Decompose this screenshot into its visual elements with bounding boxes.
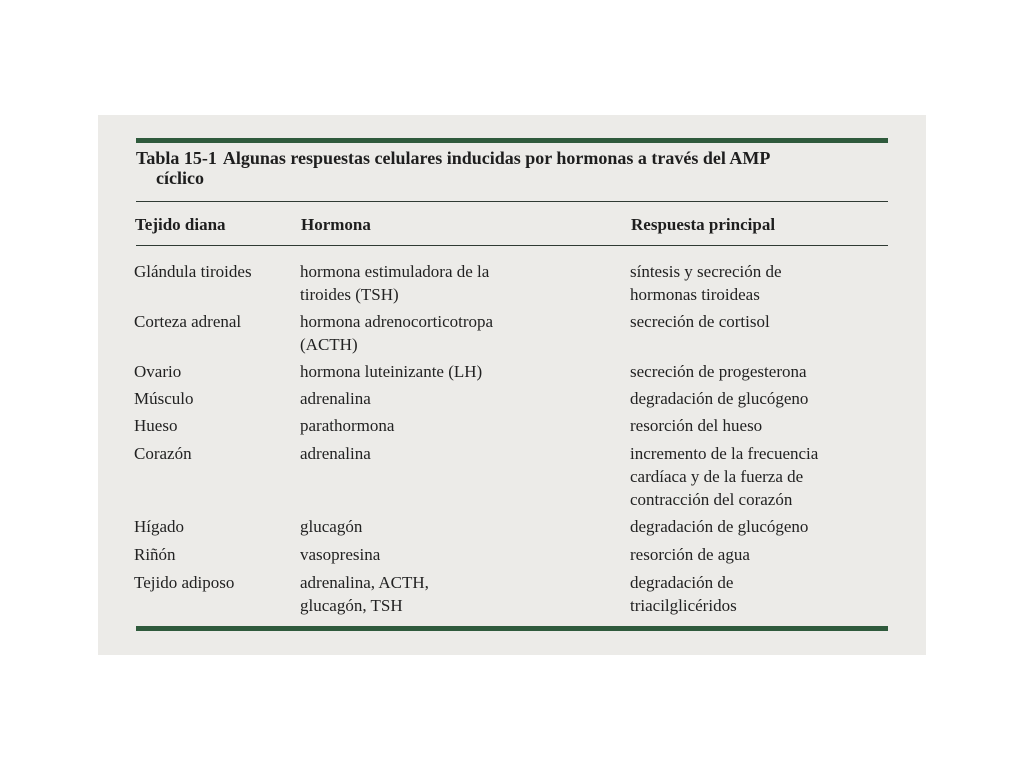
cell-response — [630, 360, 807, 383]
cell-response-line: hormonas tiroideas — [630, 285, 760, 304]
cell-response-line: cardíaca y de la fuerza de — [630, 467, 804, 486]
cell-response-line: secreción de cortisol — [630, 312, 770, 331]
cell-hormone-line: adrenalina — [300, 444, 371, 463]
cell-tissue-line: Hueso — [134, 416, 178, 435]
column-header-tissue: Tejido diana — [135, 215, 226, 234]
cell-hormone-line: tiroides (TSH) — [300, 285, 399, 304]
cell-response-line: resorción de agua — [630, 545, 750, 564]
cell-hormone — [300, 442, 371, 465]
column-header-hormone: Hormona — [301, 215, 371, 234]
cell-response — [630, 310, 770, 333]
cell-hormone — [300, 515, 362, 538]
cell-response-line: degradación de — [630, 573, 734, 592]
cell-tissue-line: Hígado — [134, 517, 185, 536]
cell-tissue-line: Tejido adiposo — [134, 573, 235, 592]
cell-tissue-line: Riñón — [134, 545, 176, 564]
cell-response-line: resorción del hueso — [630, 416, 763, 435]
table-title-line-1: Algunas respuestas celulares inducidas por hormonas a través del AMP — [222, 148, 771, 168]
cell-tissue-line: Glándula tiroides — [134, 262, 252, 281]
cell-hormone-line: glucagón — [300, 517, 363, 536]
cell-hormone-line: hormona luteinizante (LH) — [300, 362, 483, 381]
table-body — [98, 115, 926, 655]
scanned-page — [98, 115, 926, 655]
cell-response — [630, 571, 737, 617]
cell-hormone-line: vasopresina — [300, 545, 381, 564]
cell-hormone — [300, 387, 371, 410]
cell-tissue — [134, 543, 176, 566]
cell-tissue — [134, 387, 194, 410]
cell-response — [630, 442, 818, 511]
cell-response — [630, 387, 808, 410]
cell-tissue — [134, 360, 181, 383]
cell-tissue — [134, 414, 177, 437]
cell-hormone — [300, 571, 429, 617]
cell-hormone-line: (ACTH) — [300, 335, 358, 354]
cell-hormone — [300, 260, 489, 306]
bottom-rule — [136, 626, 888, 631]
cell-response-line: incremento de la frecuencia — [630, 444, 819, 463]
column-header-response: Respuesta principal — [631, 215, 776, 234]
cell-hormone-line: hormona estimuladora de la — [300, 262, 490, 281]
table-number: Tabla 15-1 — [136, 148, 217, 168]
cell-tissue — [134, 442, 192, 465]
cell-response — [630, 515, 808, 538]
cell-response — [630, 543, 750, 566]
cell-tissue — [134, 515, 184, 538]
cell-tissue-line: Ovario — [134, 362, 182, 381]
cell-hormone-line: glucagón, TSH — [300, 596, 403, 615]
cell-hormone — [300, 310, 493, 356]
cell-hormone — [300, 543, 380, 566]
cell-response — [630, 260, 782, 306]
cell-response-line: secreción de progesterona — [630, 362, 807, 381]
cell-tissue-line: Corazón — [134, 444, 192, 463]
cell-hormone-line: adrenalina — [300, 389, 371, 408]
cell-tissue-line: Músculo — [134, 389, 194, 408]
cell-response-line: degradación de glucógeno — [630, 517, 809, 536]
cell-hormone-line: parathormona — [300, 416, 395, 435]
cell-response-line: contracción del corazón — [630, 490, 793, 509]
cell-tissue — [134, 260, 252, 283]
cell-hormone-line: adrenalina, ACTH, — [300, 573, 429, 592]
cell-tissue — [134, 310, 241, 333]
cell-hormone — [300, 414, 394, 437]
table-title-line-2: cíclico — [156, 168, 204, 188]
cell-response-line: degradación de glucógeno — [630, 389, 809, 408]
cell-response-line: síntesis y secreción de — [630, 262, 782, 281]
cell-tissue — [134, 571, 234, 594]
cell-hormone-line: hormona adrenocorticotropa — [300, 312, 494, 331]
cell-response-line: triacilglicéridos — [630, 596, 737, 615]
cell-response — [630, 414, 762, 437]
cell-hormone — [300, 360, 482, 383]
cell-tissue-line: Corteza adrenal — [134, 312, 242, 331]
